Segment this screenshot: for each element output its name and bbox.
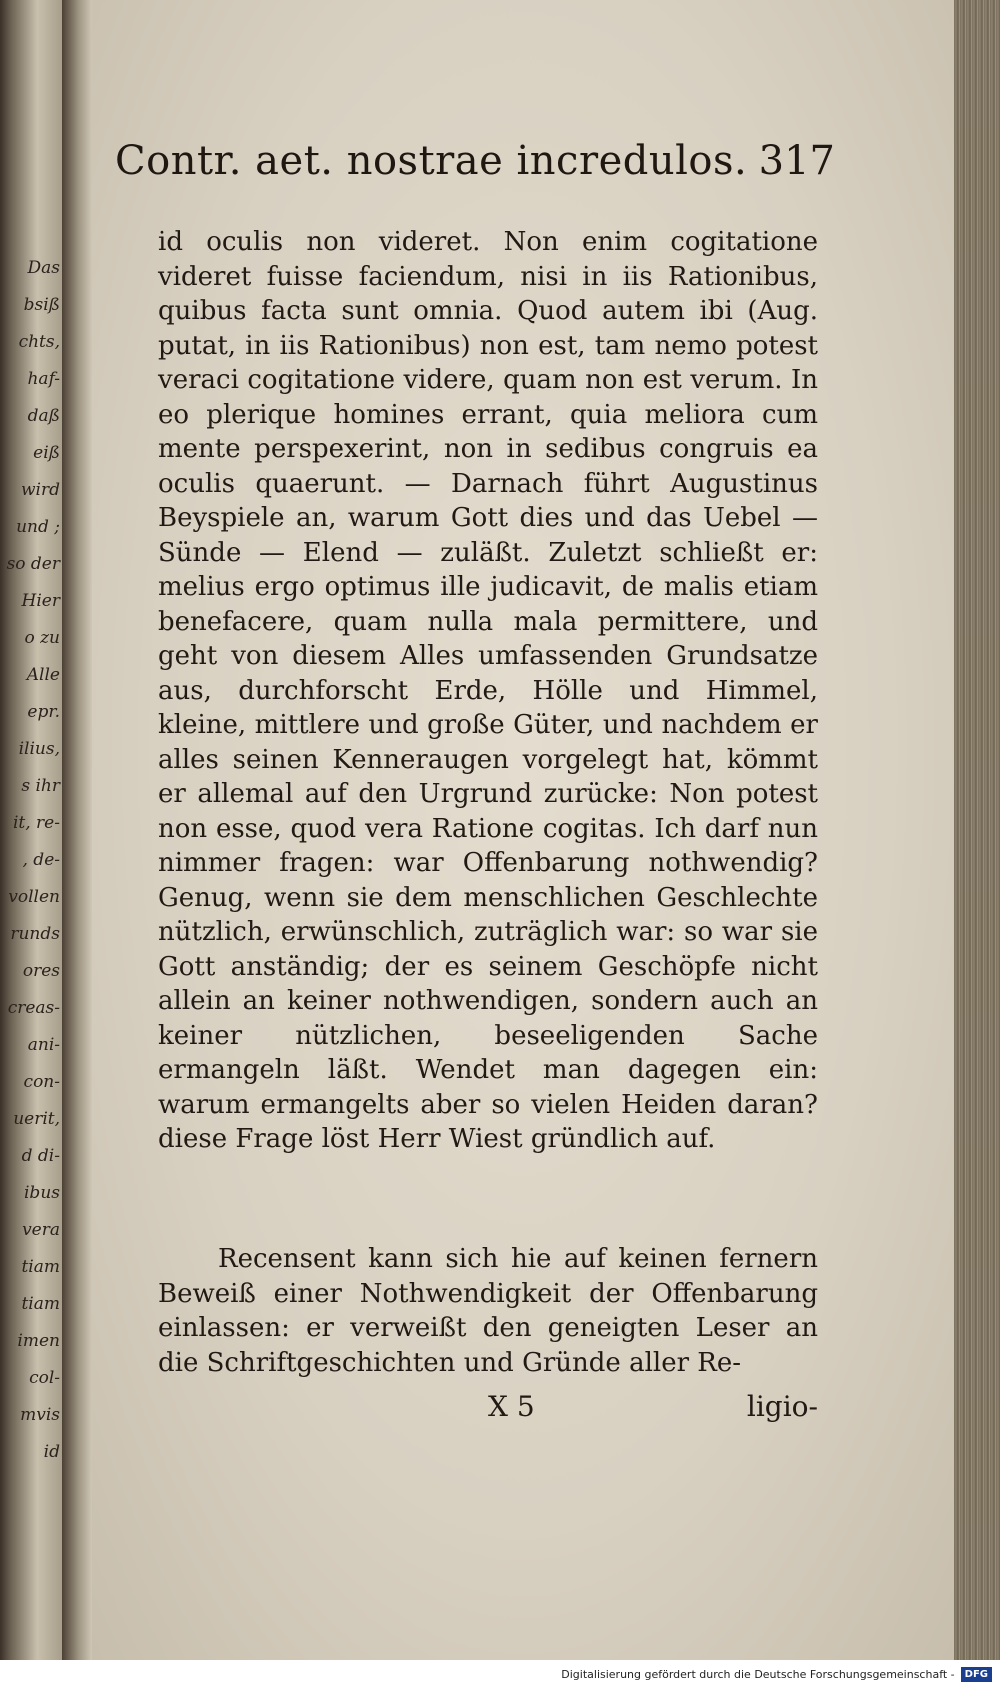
- page-header: [115, 138, 835, 184]
- dfg-logo: DFG: [961, 1667, 992, 1682]
- catchline: [158, 1390, 818, 1423]
- footer-credit: Digitalisierung gefördert durch die Deutsche Forschungsgemeinschaft -: [561, 1667, 955, 1681]
- signature-mark: X 5: [488, 1390, 535, 1423]
- running-head: Contr. aet. nostrae incredulos.: [115, 138, 748, 184]
- facing-page-margin-text: Das bsiß chts, haf- daß eiß wird und ; so der Hier o zu Alle epr. ilius, s ihr it, re- , de- vollen runds ores creas- ani- con- uerit, d di- ibus vera tiam tiam imen col- mvis id: [6, 258, 60, 1462]
- body-paragraph-2: Recensent kann sich hie auf keinen fernern Beweiß einer Nothwendigkeit der Offenbarung einlassen: er verweißt den geneigten Leser an die Schriftgeschichten und Gründe aller Re-: [158, 1244, 818, 1378]
- body-paragraph-1: id oculis non videret. Non enim cogitatione videret fuisse faciendum, nisi in iis Rationibus, quibus facta sunt omnia. Quod autem ibi (Aug. putat, in iis Rationibus) non est, tam nemo potest veraci cogitatione videre, quam non est verum. In eo plerique homines errant, quia meliora cum mente perspexerint, non in sedibus congruis ea oculis quaerunt. — Darnach führt Augustinus Beyspiele an, warum Gott dies und das Uebel — Sünde — Elend — zuläßt. Zuletzt schließt er: melius ergo optimus ille judicavit, de malis etiam benefacere, quam nulla mala permittere, und geht von diesem Alles umfassenden Grundsatze aus, durchforscht Erde, Hölle und Himmel, kleine, mittlere und große Güter, und nachdem er alles seinen Kenneraugen vorgelegt hat, kömmt er allemal auf den Urgrund zurücke: Non potest non esse, quod vera Ratione cogitas. Ich darf nun nimmer fragen: war Offenbarung nothwendig? Genug, wenn sie dem menschlichen Geschlechte nützlich, erwünschlich, zuträglich war: so war sie Gott anständig; der es seinem Geschöpfe nicht allein an keiner nothwendigen, sondern auch an keiner nützlichen, beseeligenden Sache ermangeln läßt. Wendet man dagegen ein: warum ermangelts aber so vielen Heiden daran? diese Frage löst Herr Wiest gründlich auf.: [158, 227, 818, 1154]
- facing-page-edge: [0, 0, 62, 1688]
- catchword: ligio-: [746, 1390, 818, 1423]
- book-gutter: [62, 0, 92, 1688]
- page-block-edge: [954, 0, 1000, 1660]
- page-number: 317: [758, 138, 835, 184]
- digitization-footer: [0, 1660, 1000, 1688]
